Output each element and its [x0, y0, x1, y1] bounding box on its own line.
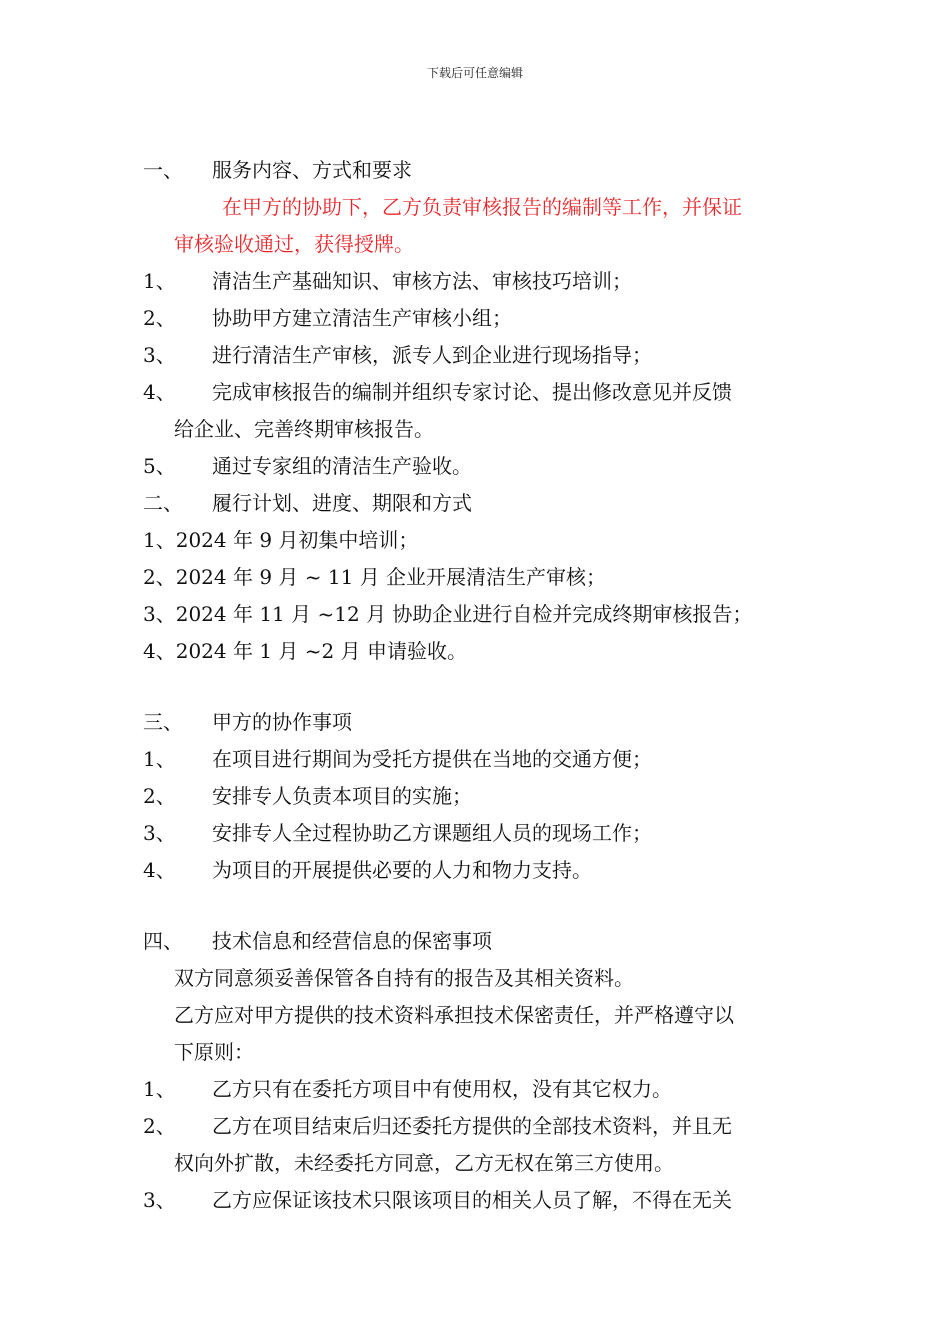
section-title: 服务内容、方式和要求	[212, 158, 412, 182]
schedule-item	[0, 522, 950, 559]
paragraph-line	[0, 997, 950, 1034]
list-item	[0, 448, 950, 485]
item-number: 3、	[143, 821, 176, 845]
list-item	[0, 815, 950, 852]
page-header-note: 下载后可任意编辑	[426, 66, 523, 80]
section-title: 技术信息和经营信息的保密事项	[212, 929, 492, 953]
schedule-item	[0, 596, 950, 633]
schedule-text: 4、2024 年 1 月 ~2 月 申请验收。	[143, 639, 467, 663]
item-number: 1、	[143, 269, 176, 293]
list-item	[0, 1108, 950, 1145]
item-text: 通过专家组的清洁生产验收。	[212, 454, 472, 478]
item-number: 2、	[143, 784, 176, 808]
item-number: 4、	[143, 380, 176, 404]
item-text: 安排专人负责本项目的实施；	[212, 784, 472, 808]
intro-text: 在甲方的协助下，乙方负责审核报告的编制等工作，并保证	[222, 195, 742, 219]
paragraph-text: 双方同意须妥善保管各自持有的报告及其相关资料。	[174, 966, 634, 990]
item-number: 2、	[143, 306, 176, 330]
list-item-continuation	[0, 1145, 950, 1182]
highlighted-intro-line	[0, 189, 950, 226]
section-3-heading	[0, 704, 950, 741]
item-number: 5、	[143, 454, 176, 478]
section-number: 四、	[143, 929, 183, 953]
item-text: 在项目进行期间为受托方提供在当地的交通方便；	[212, 747, 652, 771]
paragraph-text: 乙方应对甲方提供的技术资料承担技术保密责任，并严格遵守以	[174, 1003, 734, 1027]
paragraph-text: 下原则：	[174, 1040, 254, 1064]
schedule-item	[0, 633, 950, 670]
paragraph-line	[0, 960, 950, 997]
schedule-item	[0, 559, 950, 596]
item-number: 1、	[143, 1077, 176, 1101]
item-text: 给企业、完善终期审核报告。	[174, 417, 434, 441]
schedule-text: 1、2024 年 9 月初集中培训；	[143, 528, 419, 552]
section-number: 一、	[143, 158, 183, 182]
section-number: 二、	[143, 491, 183, 515]
blank-line	[0, 670, 950, 704]
list-item	[0, 741, 950, 778]
section-2-heading	[0, 485, 950, 522]
section-title: 甲方的协作事项	[212, 710, 352, 734]
section-title: 履行计划、进度、期限和方式	[212, 491, 472, 515]
list-item	[0, 1182, 950, 1219]
list-item	[0, 1071, 950, 1108]
list-item-continuation	[0, 411, 950, 448]
item-text: 协助甲方建立清洁生产审核小组；	[212, 306, 512, 330]
item-text: 权向外扩散，未经委托方同意，乙方无权在第三方使用。	[174, 1151, 674, 1175]
highlighted-intro-line	[0, 226, 950, 263]
list-item	[0, 263, 950, 300]
item-number: 1、	[143, 747, 176, 771]
blank-line	[0, 889, 950, 923]
item-text: 乙方只有在委托方项目中有使用权，没有其它权力。	[212, 1077, 672, 1101]
section-4-heading	[0, 923, 950, 960]
item-text: 乙方应保证该技术只限该项目的相关人员了解，不得在无关	[212, 1188, 732, 1212]
intro-text: 审核验收通过，获得授牌。	[174, 232, 414, 256]
section-number: 三、	[143, 710, 183, 734]
document-body	[0, 152, 950, 1219]
item-text: 乙方在项目结束后归还委托方提供的全部技术资料，并且无	[212, 1114, 732, 1138]
schedule-text: 2、2024 年 9 月 ~ 11 月 企业开展清洁生产审核；	[143, 565, 607, 589]
paragraph-line	[0, 1034, 950, 1071]
item-text: 清洁生产基础知识、审核方法、审核技巧培训；	[212, 269, 632, 293]
item-text: 为项目的开展提供必要的人力和物力支持。	[212, 858, 592, 882]
item-number: 4、	[143, 858, 176, 882]
item-text: 进行清洁生产审核，派专人到企业进行现场指导；	[212, 343, 652, 367]
item-number: 2、	[143, 1114, 176, 1138]
list-item	[0, 300, 950, 337]
item-number: 3、	[143, 343, 176, 367]
list-item	[0, 337, 950, 374]
item-text: 安排专人全过程协助乙方课题组人员的现场工作；	[212, 821, 652, 845]
item-number: 3、	[143, 1188, 176, 1212]
schedule-text: 3、2024 年 11 月 ~12 月 协助企业进行自检并完成终期审核报告；	[143, 602, 753, 626]
item-text: 完成审核报告的编制并组织专家讨论、提出修改意见并反馈	[212, 380, 732, 404]
list-item	[0, 374, 950, 411]
list-item	[0, 778, 950, 815]
section-1-heading	[0, 152, 950, 189]
list-item	[0, 852, 950, 889]
